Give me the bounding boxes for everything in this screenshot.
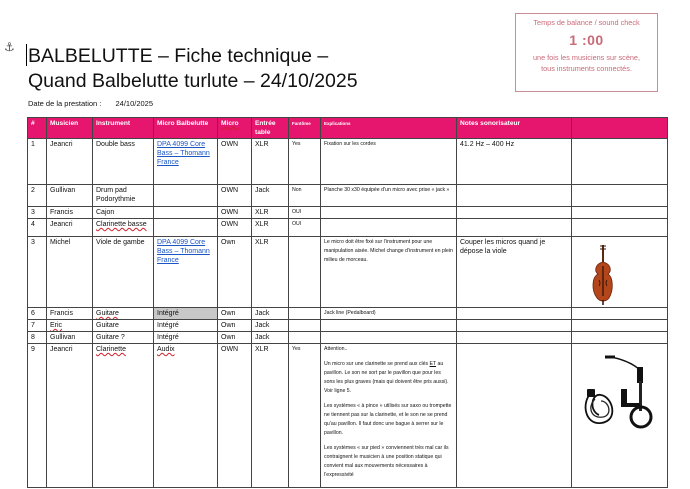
tech-table <box>27 117 668 488</box>
table-row <box>28 207 668 219</box>
cell-explications <box>321 344 457 488</box>
anchor-icon: ⚓ <box>4 40 15 54</box>
cell-num: 3 <box>28 207 47 219</box>
cell-fantome: Yes <box>289 139 321 185</box>
clarinet-microphone-image[interactable] <box>581 353 665 431</box>
header-notes: Notes sonorisateur <box>457 118 572 139</box>
cell-notes <box>457 185 572 207</box>
cell-micro2: Own <box>218 332 252 344</box>
cell-notes <box>457 344 572 488</box>
cell-musicien: Jeancri <box>47 219 93 237</box>
cell-num: 7 <box>28 320 47 332</box>
cell-entree: Jack <box>252 320 289 332</box>
balance-desc-1: une fois les musiciens sur scène, <box>532 53 641 62</box>
title-line-1: BALBELUTTE – Fiche technique – <box>28 45 329 67</box>
cell-image <box>572 207 668 219</box>
table-row <box>28 344 668 488</box>
balance-title: Temps de balance / sound check <box>533 18 640 27</box>
cell-notes <box>457 207 572 219</box>
cell-notes <box>457 332 572 344</box>
cell-instrument: Clarinette basse <box>93 219 154 237</box>
cell-fantome <box>289 308 321 320</box>
cell-musicien: Jeancri <box>47 139 93 185</box>
cell-musicien: Gullivan <box>47 185 93 207</box>
cell-image <box>572 344 668 488</box>
cell-fantome: Non <box>289 185 321 207</box>
table-row <box>28 185 668 207</box>
balance-value: 1 :00 <box>569 32 604 48</box>
cell-num: 9 <box>28 344 47 488</box>
cell-micro2: OWN <box>218 139 252 185</box>
cell-fantome <box>289 320 321 332</box>
cell-micro <box>154 237 218 308</box>
cell-notes <box>457 320 572 332</box>
header-micro2: Micro <box>218 118 252 139</box>
header-explications: Explications <box>321 118 457 139</box>
cell-fantome <box>289 332 321 344</box>
expl-p2: Un micro sur une clarinette se prend aux clés ET au pavillon. Le son ne sort par le pavillon que pour les sons les plus graves (mais qui doivent être pris aussi). Voir ligne 5. <box>324 361 449 394</box>
cell-image <box>572 308 668 320</box>
cell-explications: Fixation sur les cordes <box>321 139 457 185</box>
cell-instrument: Guitare <box>93 308 154 320</box>
micro-link[interactable]: DPA 4099 Core Bass – Thomann France <box>157 141 210 166</box>
cell-notes <box>457 219 572 237</box>
cell-entree: XLR <box>252 237 289 308</box>
header-fantome: Fantôme <box>289 118 321 139</box>
cell-notes: Couper les micros quand je dépose la viole <box>457 237 572 308</box>
cell-notes: 41.2 Hz – 400 Hz <box>457 139 572 185</box>
cell-num: 1 <box>28 139 47 185</box>
balance-textbox[interactable] <box>515 13 658 92</box>
expl-p1: Attention.. <box>324 346 348 352</box>
cell-entree: Jack <box>252 308 289 320</box>
header-micro: Micro Balbelutte <box>154 118 218 139</box>
cell-explications: Jack line (Pedalboard) <box>321 308 457 320</box>
cell-instrument: Guitare ? <box>93 332 154 344</box>
cell-micro: Intégré <box>154 320 218 332</box>
cell-micro <box>154 185 218 207</box>
cell-image <box>572 320 668 332</box>
header-num: # <box>28 118 47 139</box>
table-row <box>28 308 668 320</box>
cell-micro2: Own <box>218 308 252 320</box>
cell-fantome <box>289 237 321 308</box>
cell-num: 8 <box>28 332 47 344</box>
date-value: 24/10/2025 <box>115 99 154 108</box>
table-row <box>28 139 668 185</box>
cell-micro <box>154 219 218 237</box>
header-musicien: Musicien <box>47 118 93 139</box>
cell-instrument: Double bass <box>93 139 154 185</box>
cell-fantome: Yes <box>289 344 321 488</box>
cell-micro2: Own <box>218 320 252 332</box>
cell-explications <box>321 207 457 219</box>
cell-musicien: Michel <box>47 237 93 308</box>
cell-entree: XLR <box>252 219 289 237</box>
cell-entree: XLR <box>252 207 289 219</box>
cell-micro2: OWN <box>218 207 252 219</box>
cell-num: 6 <box>28 308 47 320</box>
cell-image <box>572 139 668 185</box>
cell-entree: XLR <box>252 344 289 488</box>
date-label: Date de la prestation : <box>28 99 102 108</box>
cell-instrument: Clarinette <box>93 344 154 488</box>
page-title[interactable] <box>28 44 358 94</box>
cell-entree: Jack <box>252 185 289 207</box>
cell-fantome: OUI <box>289 219 321 237</box>
table-row <box>28 219 668 237</box>
title-line-2: Quand Balbelutte turlute – 24/10/2025 <box>28 70 358 92</box>
cell-micro2: OWN <box>218 344 252 488</box>
cell-image <box>572 185 668 207</box>
cell-musicien: Francis <box>47 308 93 320</box>
cell-instrument: Viole de gambe <box>93 237 154 308</box>
cell-micro: Intégré <box>154 332 218 344</box>
cell-image <box>572 237 668 308</box>
cell-micro <box>154 139 218 185</box>
table-row <box>28 332 668 344</box>
cell-instrument: Guitare <box>93 320 154 332</box>
cell-micro: Audix <box>154 344 218 488</box>
header-image <box>572 118 668 139</box>
micro-link[interactable]: DPA 4099 Core Bass – Thomann France <box>157 239 210 264</box>
cell-image <box>572 219 668 237</box>
date-line <box>28 99 153 108</box>
cell-image <box>572 332 668 344</box>
cell-fantome: OUI <box>289 207 321 219</box>
balance-desc-2: tous instruments connectés. <box>541 64 632 73</box>
cell-micro: Intégré <box>154 308 218 320</box>
cell-musicien: Gullivan <box>47 332 93 344</box>
cell-explications <box>321 332 457 344</box>
cell-micro2: Own <box>218 237 252 308</box>
expl-p3: Les systèmes « à pince » utilisés sur saxo ou trompette ne tiennent pas sur la clarinette, et le son ne se prend qu’au pavillon. Il faut donc une bague à serrer sur le pavillon. <box>324 403 452 436</box>
cell-explications <box>321 219 457 237</box>
cell-entree: Jack <box>252 332 289 344</box>
cell-notes <box>457 308 572 320</box>
viola-da-gamba-image[interactable] <box>589 244 615 306</box>
table-header-row <box>28 118 668 139</box>
cell-num: 4 <box>28 219 47 237</box>
header-instrument: Instrument <box>93 118 154 139</box>
cell-explications: Le micro doit être fixé sur l’instrument pour une manipulation aisée. Michel change d’instrument en plein milieu de morceau. <box>321 237 457 308</box>
cell-instrument: Cajon <box>93 207 154 219</box>
cell-micro2: OWN <box>218 219 252 237</box>
cell-micro <box>154 207 218 219</box>
cell-explications: Planche 30 x30 équipée d’un micro avec prise « jack » <box>321 185 457 207</box>
expl-p4: Les systèmes « sur pied » conviennent très mal car ils contraignent le musicien à une position statique qui convient mal aux mouvements nécessaires à l’expressivité <box>324 445 449 478</box>
cell-num: 2 <box>28 185 47 207</box>
cell-explications <box>321 320 457 332</box>
table-row <box>28 320 668 332</box>
cell-musicien: Jeancri <box>47 344 93 488</box>
cell-instrument: Drum pad Podorythmie <box>93 185 154 207</box>
cell-num: 3 <box>28 237 47 308</box>
cell-musicien: Eric <box>47 320 93 332</box>
text-cursor <box>26 44 27 66</box>
cell-entree: XLR <box>252 139 289 185</box>
cell-musicien: Francis <box>47 207 93 219</box>
table-row <box>28 237 668 308</box>
header-entree: Entrée table <box>252 118 289 139</box>
cell-micro2: OWN <box>218 185 252 207</box>
